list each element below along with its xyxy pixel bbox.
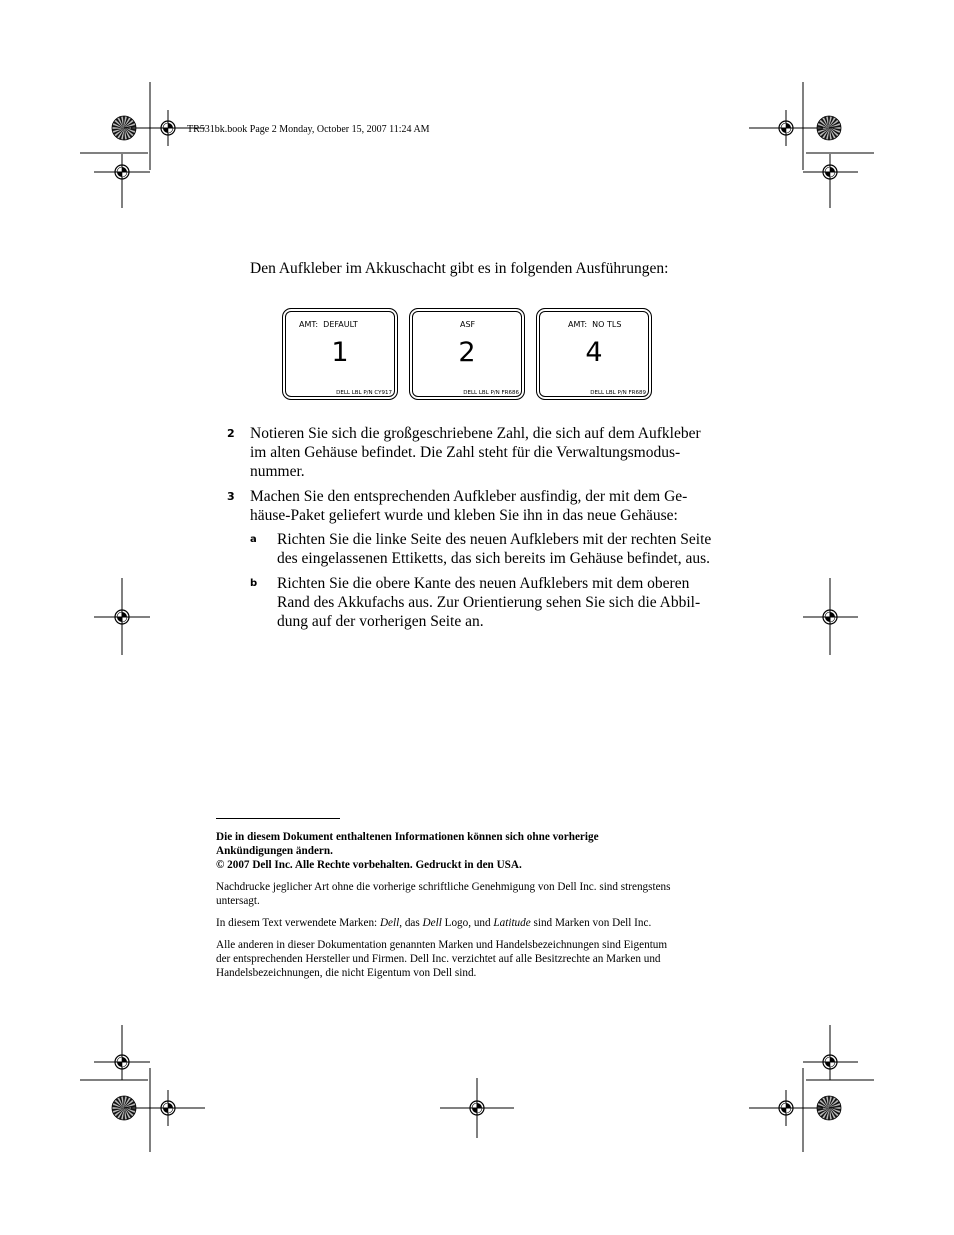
intro-text: Den Aufkleber im Akkuschacht gibt es in folgenden Ausführungen: [250,260,669,277]
substep-letter: a [250,534,257,545]
print-header: TR531bk.book Page 2 Monday, October 15, 2007 11:24 AM [187,124,430,135]
trademark-name: Dell [422,917,442,929]
copyright-notice [216,830,599,872]
label-mode-text: AMT: DEFAULT [299,320,358,329]
battery-label-4 [536,308,652,400]
other-trademarks-notice [216,938,667,980]
step-line: nummer. [250,463,305,481]
footnote-line: Die in diesem Dokument enthaltenen Informationen können sich ohne vorherige [216,831,599,843]
footnote-line: © 2007 Dell Inc. Alle Rechte vorbehalten. Gedruckt in den USA. [216,859,522,871]
reprint-notice [216,880,671,908]
footnote-text: sind Marken von Dell Inc. [530,917,652,929]
step-line: häuse-Paket geliefert wurde und kleben Sie ihn in das neue Gehäuse: [250,507,678,525]
trademark-name: Dell [379,917,400,929]
step-line: Richten Sie die linke Seite des neuen Aufklebers mit der rechten Seite [277,531,712,548]
label-number: 1 [331,337,349,368]
step-number: 3 [227,490,235,503]
trademark-name: Latitude [493,917,531,929]
substep-b-text [277,574,700,632]
footnote-line: Ankündigungen ändern. [216,845,333,857]
step-line: Machen Sie den entsprechenden Aufkleber ausfindig, der mit dem Ge- [250,488,688,505]
footnote-line: Handelsbezeichnungen, die nicht Eigentum von Dell sind. [216,967,477,979]
label-mode-text: AMT: NO TLS [568,320,622,329]
step-line: Notieren Sie sich die großgeschriebene Zahl, die sich auf dem Aufkleber [250,425,701,442]
footnote-rule [216,818,340,819]
label-part-number: DELL LBL P/N FR689 [590,390,646,396]
step-line: des eingelassenen Ettiketts, das sich bereits im Gehäuse befindet, aus. [277,550,711,568]
footnote-line: der entsprechenden Hersteller und Firmen. Dell Inc. verzichtet auf alle Besitzrechte an Marken und [216,953,661,965]
step-line: Richten Sie die obere Kante des neuen Aufklebers mit dem oberen [277,575,690,592]
footnote-line: untersagt. [216,895,260,907]
label-number: 4 [585,337,603,368]
step-3-text [250,487,687,525]
step-2-text [250,424,701,482]
step-number: 2 [227,427,235,440]
label-part-number: DELL LBL P/N FR686 [463,390,519,396]
footnote-text: , das [399,917,423,929]
label-part-number: DELL LBL P/N CY917 [336,390,392,396]
label-number: 2 [458,337,476,368]
footnote-text: Logo, und [441,917,494,929]
battery-label-2 [409,308,525,400]
battery-label-1 [282,308,398,400]
footnote-line: Nachdrucke jeglicher Art ohne die vorherige schriftliche Genehmigung von Dell Inc. sind strengstens [216,881,671,893]
substep-letter: b [250,578,258,589]
substep-a-text [277,530,711,568]
step-line: im alten Gehäuse befindet. Die Zahl steht für die Verwaltungsmodus- [250,444,681,462]
step-line: dung auf der vorherigen Seite an. [277,613,484,631]
footnote-text: In diesem Text verwendete Marken: [216,917,380,929]
label-mode-text: ASF [460,320,476,329]
footnote-line: Alle anderen in dieser Dokumentation genannten Marken und Handelsbezeichnungen sind Eigentum [216,939,668,951]
step-line: Rand des Akkufachs aus. Zur Orientierung sehen Sie sich die Abbil- [277,594,701,612]
trademark-notice [216,916,651,930]
